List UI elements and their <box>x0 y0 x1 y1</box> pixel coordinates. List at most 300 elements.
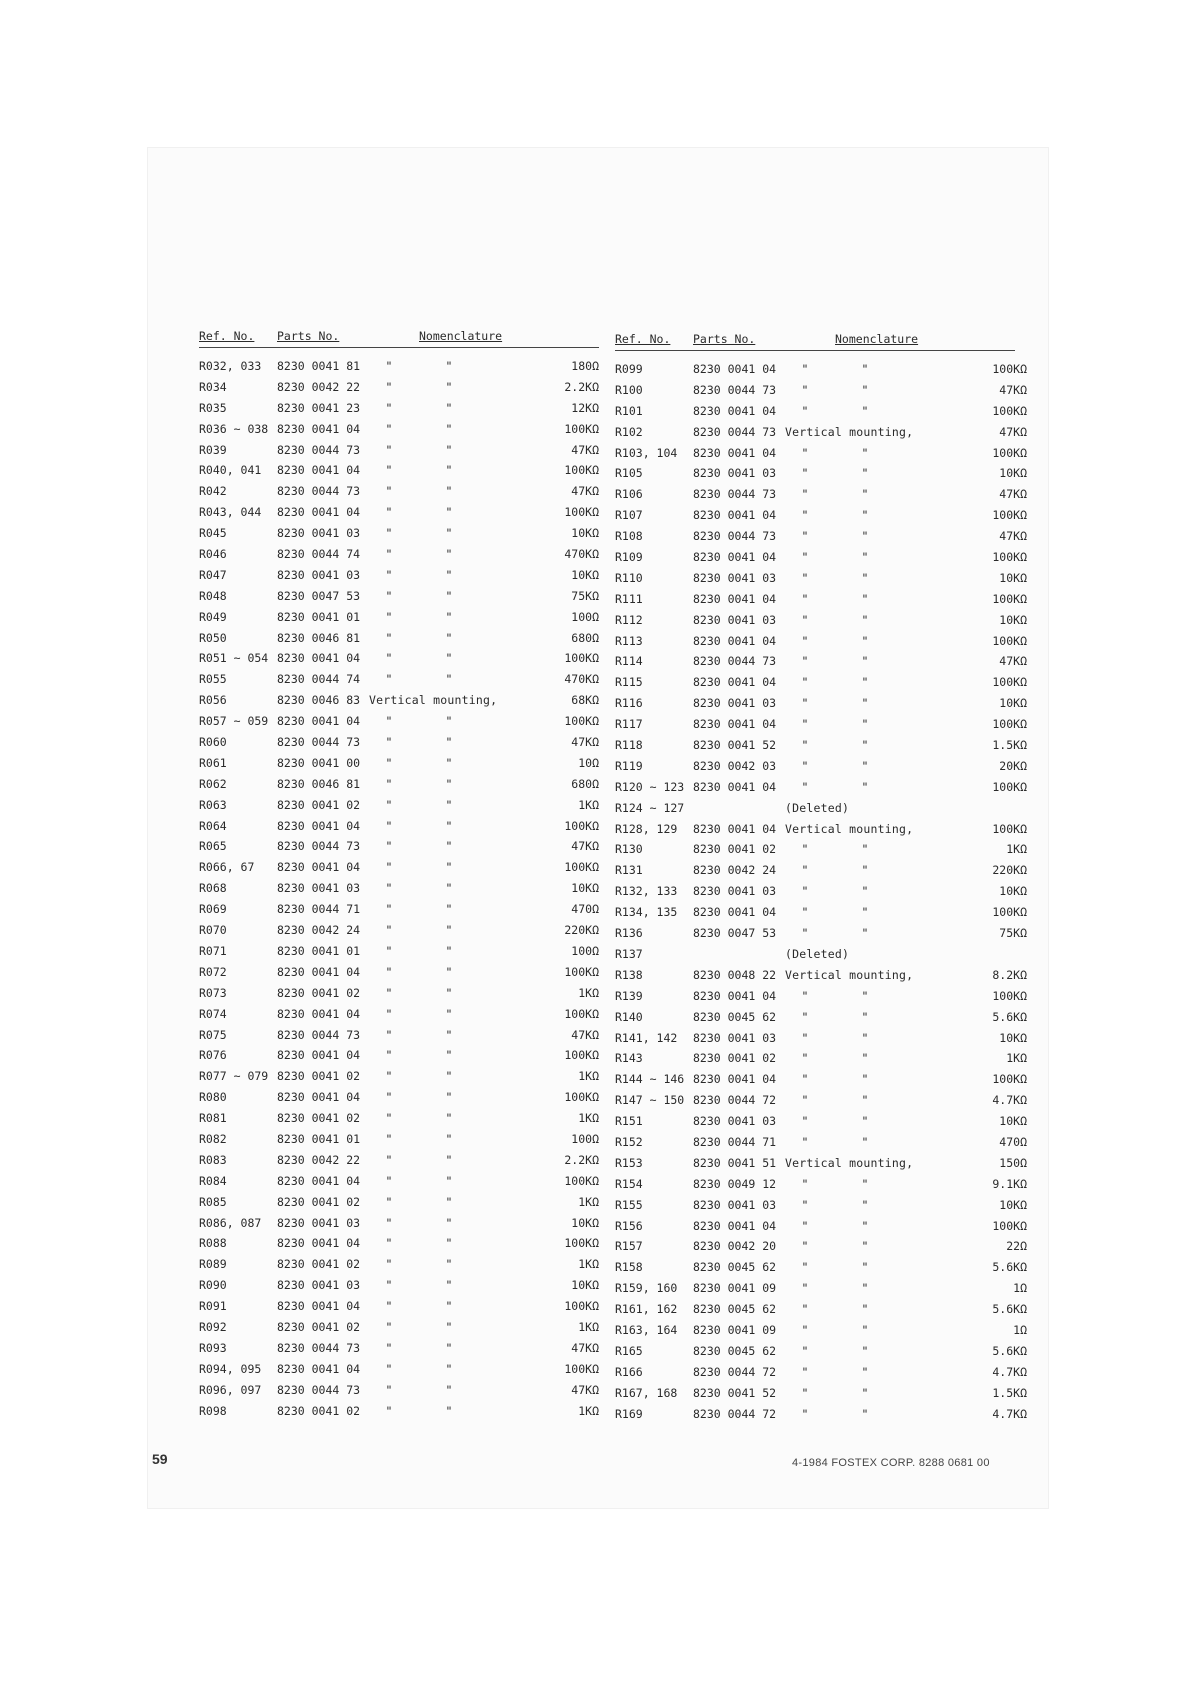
ref-no: R115 <box>615 675 643 690</box>
parts-no: 8230 0041 00 <box>277 755 361 770</box>
ditto-mark: " <box>801 1260 809 1275</box>
ditto-mark: " <box>801 1134 809 1149</box>
ditto-mark: " <box>861 1281 869 1296</box>
table-row <box>615 1278 1035 1299</box>
ref-no: R065 <box>199 839 227 854</box>
parts-no: 8230 0041 02 <box>277 1111 361 1126</box>
parts-no: 8230 0044 73 <box>693 529 777 544</box>
ditto-mark: " <box>861 445 869 460</box>
ditto-mark: " <box>445 588 453 603</box>
parts-no: 8230 0041 02 <box>693 842 777 857</box>
parts-no: 8230 0047 53 <box>693 926 777 941</box>
ref-no: R045 <box>199 526 227 541</box>
ditto-mark: " <box>445 1048 453 1063</box>
resistance-value: 470Ω <box>571 902 599 917</box>
resistance-value: 100KΩ <box>992 633 1027 648</box>
parts-no: 8230 0041 04 <box>693 403 777 418</box>
ditto-mark: " <box>801 717 809 732</box>
parts-no: 8230 0041 03 <box>277 526 361 541</box>
ref-no: R096, 097 <box>199 1382 262 1397</box>
ditto-mark: " <box>801 466 809 481</box>
resistance-value: 1Ω <box>1013 1281 1027 1296</box>
table-row <box>199 962 619 983</box>
table-row <box>199 377 619 398</box>
resistance-value: 10KΩ <box>999 1030 1027 1045</box>
ditto-mark: " <box>445 379 453 394</box>
parts-no: 8230 0041 02 <box>693 1051 777 1066</box>
table-row <box>199 774 619 795</box>
resistance-value: 1KΩ <box>578 985 599 1000</box>
resistance-value: 100KΩ <box>564 1090 599 1105</box>
parts-no: 8230 0041 03 <box>693 1030 777 1045</box>
table-row <box>199 878 619 899</box>
ditto-mark: " <box>385 1319 393 1334</box>
ref-no: R072 <box>199 964 227 979</box>
resistance-value: 47KΩ <box>571 1382 599 1397</box>
parts-no: 8230 0041 04 <box>277 818 361 833</box>
resistance-value: 47KΩ <box>999 424 1027 439</box>
ditto-mark: " <box>801 403 809 418</box>
ref-no: R073 <box>199 985 227 1000</box>
table-row <box>199 1338 619 1359</box>
table-row <box>615 463 1035 484</box>
resistance-value: 100KΩ <box>992 362 1027 376</box>
ditto-mark: " <box>801 654 809 669</box>
ref-no: R155 <box>615 1197 643 1212</box>
ditto-mark: " <box>445 1152 453 1167</box>
parts-no: 8230 0046 81 <box>277 776 361 791</box>
ditto-mark: " <box>861 382 869 397</box>
table-row <box>199 419 619 440</box>
table-row <box>199 1066 619 1087</box>
parts-no: 8230 0041 02 <box>277 1403 361 1418</box>
ditto-mark: " <box>801 1281 809 1296</box>
ref-no: R040, 041 <box>199 463 262 478</box>
resistance-value: 68KΩ <box>571 693 599 708</box>
ditto-mark: " <box>385 1361 393 1376</box>
ditto-mark: " <box>861 466 869 481</box>
resistance-value: 1KΩ <box>578 1111 599 1126</box>
resistance-value: 1KΩ <box>1006 842 1027 857</box>
parts-no: 8230 0041 02 <box>277 1257 361 1272</box>
ref-no: R138 <box>615 967 643 982</box>
resistance-value: 100KΩ <box>564 1173 599 1188</box>
ref-no: R106 <box>615 487 643 502</box>
parts-no: 8230 0041 04 <box>693 362 777 376</box>
ditto-mark: " <box>445 1278 453 1293</box>
ditto-mark: " <box>801 362 809 376</box>
ditto-mark: " <box>861 758 869 773</box>
ditto-mark: " <box>861 403 869 418</box>
resistance-value: 100KΩ <box>992 508 1027 523</box>
resistance-value: 47KΩ <box>571 484 599 499</box>
ref-no: R039 <box>199 442 227 457</box>
ditto-mark: " <box>801 591 809 606</box>
table-row <box>199 1275 619 1296</box>
ditto-mark: " <box>385 630 393 645</box>
parts-no: 8230 0041 03 <box>693 612 777 627</box>
parts-no: 8230 0041 02 <box>277 1194 361 1209</box>
ditto-mark: " <box>801 612 809 627</box>
resistance-value: 47KΩ <box>571 735 599 750</box>
table-row <box>199 1171 619 1192</box>
resistance-value: 22Ω <box>1006 1239 1027 1254</box>
parts-no: 8230 0044 73 <box>277 1027 361 1042</box>
table-row <box>199 648 619 669</box>
ref-no: R114 <box>615 654 643 669</box>
table-row <box>615 1153 1035 1174</box>
parts-no: 8230 0044 73 <box>277 735 361 750</box>
table-row <box>615 902 1035 923</box>
ref-no: R139 <box>615 988 643 1003</box>
ditto-mark: " <box>801 738 809 753</box>
ditto-mark: " <box>385 609 393 624</box>
parts-no: 8230 0044 73 <box>693 654 777 669</box>
resistance-value: 100KΩ <box>992 675 1027 690</box>
ref-no: R108 <box>615 529 643 544</box>
resistance-value: 10KΩ <box>999 884 1027 899</box>
ditto-mark: " <box>861 1134 869 1149</box>
ref-no: R034 <box>199 379 227 394</box>
parts-no: 8230 0041 04 <box>277 505 361 520</box>
ditto-mark: " <box>861 1218 869 1233</box>
resistance-value: 5.6KΩ <box>992 1343 1027 1358</box>
ditto-mark: " <box>801 1302 809 1317</box>
ditto-mark: " <box>385 797 393 812</box>
ref-no: R131 <box>615 863 643 878</box>
parts-no: 8230 0041 81 <box>277 359 361 373</box>
resistance-value: 100Ω <box>571 1131 599 1146</box>
ditto-mark: " <box>801 884 809 899</box>
ref-no: R163, 164 <box>615 1322 678 1337</box>
ditto-mark: " <box>861 591 869 606</box>
resistance-value: 1.5KΩ <box>992 738 1027 753</box>
ditto-mark: " <box>445 484 453 499</box>
table-header <box>199 329 599 348</box>
resistance-value: 47KΩ <box>571 1340 599 1355</box>
ditto-mark: " <box>861 654 869 669</box>
ditto-mark: " <box>385 1215 393 1230</box>
ref-no: R088 <box>199 1236 227 1251</box>
parts-no: 8230 0045 62 <box>693 1260 777 1275</box>
resistance-value: 150Ω <box>999 1155 1027 1170</box>
resistance-value: 220KΩ <box>992 863 1027 878</box>
ditto-mark: " <box>445 923 453 938</box>
ditto-mark: " <box>385 547 393 562</box>
resistance-value: 2.2KΩ <box>564 379 599 394</box>
parts-no: 8230 0041 02 <box>277 1069 361 1084</box>
table-row <box>199 544 619 565</box>
ditto-mark: " <box>385 567 393 582</box>
resistance-value: 9.1KΩ <box>992 1176 1027 1191</box>
ditto-mark: " <box>445 881 453 896</box>
ref-no: R069 <box>199 902 227 917</box>
resistance-value: 10KΩ <box>571 567 599 582</box>
header-parts-no: Parts No. <box>693 332 756 346</box>
ditto-mark: " <box>861 1176 869 1191</box>
table-row <box>615 505 1035 526</box>
ref-no: R112 <box>615 612 643 627</box>
resistance-value: 100KΩ <box>564 463 599 478</box>
table-row <box>615 484 1035 505</box>
ditto-mark: " <box>801 570 809 585</box>
table-row <box>199 1108 619 1129</box>
header-nomenclature: Nomenclature <box>419 329 503 343</box>
resistance-value: 100KΩ <box>564 964 599 979</box>
ditto-mark: " <box>385 1299 393 1314</box>
ditto-mark: " <box>861 696 869 711</box>
parts-no: 8230 0041 03 <box>277 1215 361 1230</box>
ref-no: R136 <box>615 926 643 941</box>
table-row <box>199 523 619 544</box>
resistance-value: 10KΩ <box>999 696 1027 711</box>
ditto-mark: " <box>861 1072 869 1087</box>
parts-no: 8230 0041 04 <box>693 988 777 1003</box>
resistance-value: 10KΩ <box>999 570 1027 585</box>
parts-no: 8230 0041 03 <box>693 1114 777 1129</box>
ditto-mark: " <box>385 379 393 394</box>
ditto-mark: " <box>445 400 453 415</box>
parts-no: 8230 0041 04 <box>277 860 361 875</box>
ditto-mark: " <box>861 738 869 753</box>
resistance-value: 680Ω <box>571 776 599 791</box>
parts-no: 8230 0041 04 <box>693 445 777 460</box>
ditto-mark: " <box>861 905 869 920</box>
ref-no: R063 <box>199 797 227 812</box>
ditto-mark: " <box>445 1027 453 1042</box>
table-row <box>199 836 619 857</box>
table-row <box>615 944 1035 965</box>
parts-no: 8230 0041 04 <box>693 591 777 606</box>
ref-no: R032, 033 <box>199 359 262 373</box>
table-row <box>199 1401 619 1422</box>
parts-no: 8230 0041 23 <box>277 400 361 415</box>
resistance-value: 100KΩ <box>992 1218 1027 1233</box>
ditto-mark: " <box>385 1027 393 1042</box>
resistance-value: 1.5KΩ <box>992 1385 1027 1400</box>
ditto-mark: " <box>385 1278 393 1293</box>
table-row <box>615 359 1035 380</box>
resistance-value: 100KΩ <box>564 1361 599 1376</box>
ref-no: R048 <box>199 588 227 603</box>
resistance-value: 47KΩ <box>999 382 1027 397</box>
table-row <box>199 732 619 753</box>
resistance-value: 5.6KΩ <box>992 1009 1027 1024</box>
ditto-mark: " <box>861 842 869 857</box>
table-row <box>615 672 1035 693</box>
ref-no: R130 <box>615 842 643 857</box>
parts-no: 8230 0041 04 <box>277 714 361 729</box>
ditto-mark: " <box>801 529 809 544</box>
ref-no: R064 <box>199 818 227 833</box>
ditto-mark: " <box>385 860 393 875</box>
resistance-value: 1Ω <box>1013 1322 1027 1337</box>
ditto-mark: " <box>445 1131 453 1146</box>
ref-no: R152 <box>615 1134 643 1149</box>
parts-no: 8230 0041 03 <box>693 1197 777 1212</box>
table-row <box>199 941 619 962</box>
parts-no: 8230 0041 01 <box>277 943 361 958</box>
resistance-value: 100KΩ <box>564 505 599 520</box>
table-row <box>615 1299 1035 1320</box>
ditto-mark: " <box>861 717 869 732</box>
ref-no: R050 <box>199 630 227 645</box>
ditto-mark: " <box>385 1131 393 1146</box>
ditto-mark: " <box>801 926 809 941</box>
table-row <box>615 798 1035 819</box>
table-row <box>199 356 619 377</box>
table-row <box>199 1087 619 1108</box>
parts-no: 8230 0041 04 <box>277 1090 361 1105</box>
table-row <box>615 923 1035 944</box>
ditto-mark: " <box>445 985 453 1000</box>
ref-no: R154 <box>615 1176 643 1191</box>
table-row <box>615 1111 1035 1132</box>
ditto-mark: " <box>861 550 869 565</box>
ref-no: R051 ~ 054 <box>199 651 269 666</box>
parts-no: 8230 0041 04 <box>277 1173 361 1188</box>
ref-no: R101 <box>615 403 643 418</box>
ditto-mark: " <box>801 905 809 920</box>
parts-no: 8230 0041 02 <box>277 797 361 812</box>
parts-no: 8230 0044 72 <box>693 1093 777 1108</box>
parts-no: 8230 0041 04 <box>277 1048 361 1063</box>
resistance-value: 1KΩ <box>578 1257 599 1272</box>
ref-no: R086, 087 <box>199 1215 262 1230</box>
ditto-mark: " <box>861 508 869 523</box>
table-row <box>199 1150 619 1171</box>
table-row <box>615 610 1035 631</box>
resistance-value: 10KΩ <box>999 612 1027 627</box>
ditto-mark: " <box>385 1069 393 1084</box>
resistance-value: 100Ω <box>571 943 599 958</box>
ditto-mark: " <box>801 1072 809 1087</box>
parts-no: 8230 0045 62 <box>693 1343 777 1358</box>
parts-no: 8230 0041 04 <box>693 550 777 565</box>
parts-no: 8230 0044 73 <box>693 424 777 439</box>
ditto-mark: " <box>385 359 393 373</box>
header-ref-no: Ref. No. <box>199 329 255 343</box>
ref-no: R111 <box>615 591 643 606</box>
ditto-mark: " <box>445 672 453 687</box>
ref-no: R094, 095 <box>199 1361 262 1376</box>
table-row <box>615 1195 1035 1216</box>
table-row <box>199 481 619 502</box>
resistance-value: 10KΩ <box>571 881 599 896</box>
ditto-mark: " <box>861 1364 869 1379</box>
ditto-mark: " <box>861 1051 869 1066</box>
ref-no: R035 <box>199 400 227 415</box>
resistance-value: 100KΩ <box>564 1048 599 1063</box>
parts-no: 8230 0041 04 <box>693 675 777 690</box>
resistance-value: 10KΩ <box>999 1197 1027 1212</box>
ditto-mark: " <box>801 1385 809 1400</box>
ditto-mark: " <box>445 505 453 520</box>
table-row <box>615 1404 1035 1425</box>
parts-no: 8230 0044 73 <box>277 1382 361 1397</box>
resistance-value: 100KΩ <box>992 403 1027 418</box>
ditto-mark: " <box>801 1197 809 1212</box>
ref-no: R046 <box>199 547 227 562</box>
table-row <box>199 1025 619 1046</box>
ref-no: R076 <box>199 1048 227 1063</box>
table-row <box>199 628 619 649</box>
table-row <box>199 1129 619 1150</box>
table-row <box>615 1216 1035 1237</box>
ditto-mark: " <box>445 526 453 541</box>
ref-no: R092 <box>199 1319 227 1334</box>
ditto-mark: " <box>385 1111 393 1126</box>
table-row <box>199 460 619 481</box>
ditto-mark: " <box>385 755 393 770</box>
ditto-mark: " <box>801 1218 809 1233</box>
ditto-mark: " <box>861 1322 869 1337</box>
table-row <box>615 1048 1035 1069</box>
ditto-mark: " <box>861 487 869 502</box>
ditto-mark: " <box>861 529 869 544</box>
parts-no: 8230 0041 52 <box>693 1385 777 1400</box>
ref-no: R144 ~ 146 <box>615 1072 685 1087</box>
resistance-value: 100KΩ <box>564 651 599 666</box>
parts-no: 8230 0041 04 <box>277 964 361 979</box>
table-row <box>615 401 1035 422</box>
ditto-mark: " <box>385 1048 393 1063</box>
table-row <box>615 819 1035 840</box>
ditto-mark: " <box>385 881 393 896</box>
table-row <box>615 735 1035 756</box>
ditto-mark: " <box>861 1385 869 1400</box>
ditto-mark: " <box>861 362 869 376</box>
parts-no: 8230 0044 74 <box>277 672 361 687</box>
nomenclature-note: (Deleted) <box>785 946 850 961</box>
ditto-mark: " <box>385 1173 393 1188</box>
ref-no: R147 ~ 150 <box>615 1093 685 1108</box>
ditto-mark: " <box>445 630 453 645</box>
ditto-mark: " <box>385 442 393 457</box>
ditto-mark: " <box>861 926 869 941</box>
resistance-value: 10KΩ <box>571 526 599 541</box>
parts-no: 8230 0046 83 <box>277 693 361 708</box>
ref-no: R062 <box>199 776 227 791</box>
ref-no: R169 <box>615 1406 643 1421</box>
ref-no: R117 <box>615 717 643 732</box>
parts-no: 8230 0042 22 <box>277 1152 361 1167</box>
table-row <box>199 440 619 461</box>
footer-reference: 4-1984 FOSTEX CORP. 8288 0681 00 <box>792 1457 990 1469</box>
ref-no: R110 <box>615 570 643 585</box>
ref-no: R077 ~ 079 <box>199 1069 269 1084</box>
resistance-value: 100KΩ <box>564 1236 599 1251</box>
parts-no: 8230 0042 24 <box>277 923 361 938</box>
table-body <box>615 359 1035 1424</box>
ditto-mark: " <box>445 1215 453 1230</box>
ditto-mark: " <box>445 1382 453 1397</box>
ditto-mark: " <box>445 943 453 958</box>
parts-no: 8230 0044 71 <box>693 1134 777 1149</box>
parts-no: 8230 0041 03 <box>693 696 777 711</box>
ditto-mark: " <box>861 1239 869 1254</box>
parts-no: 8230 0041 04 <box>277 463 361 478</box>
resistance-value: 100KΩ <box>992 905 1027 920</box>
table-row <box>615 1069 1035 1090</box>
ditto-mark: " <box>861 1302 869 1317</box>
ref-no: R143 <box>615 1051 643 1066</box>
ref-no: R107 <box>615 508 643 523</box>
ref-no: R089 <box>199 1257 227 1272</box>
resistance-value: 4.7KΩ <box>992 1406 1027 1421</box>
parts-no: 8230 0041 04 <box>693 717 777 732</box>
resistance-value: 2.2KΩ <box>564 1152 599 1167</box>
